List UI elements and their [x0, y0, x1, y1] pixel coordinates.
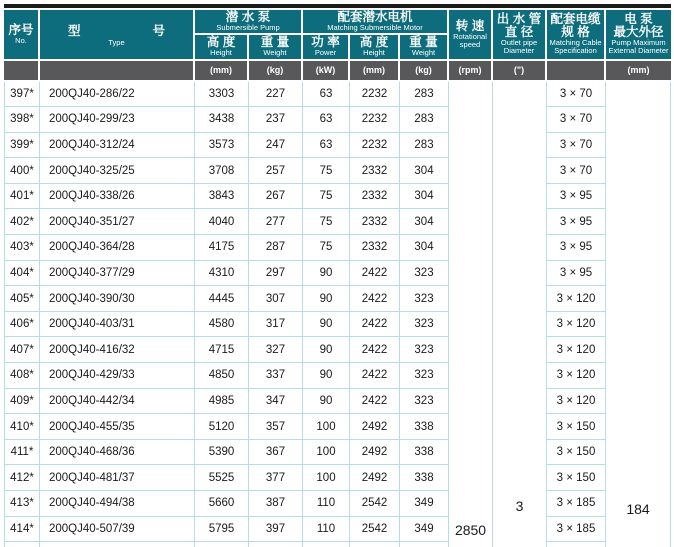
cell-pump-weight: 307	[249, 286, 303, 312]
table-row	[4, 184, 671, 210]
cell-motor-power: 90	[303, 312, 350, 338]
cell-pump-height: 3303	[195, 82, 249, 108]
cell-motor-power: 90	[303, 363, 350, 389]
merged-cell-speed	[449, 82, 493, 547]
cell-type: 200QJ40-455/35	[40, 414, 195, 440]
col-header-no-en: No.	[15, 36, 27, 45]
table-row	[4, 465, 671, 491]
cell-motor-height: 2332	[350, 184, 400, 210]
subcol-header-motor-height: 高 度 Height	[350, 35, 400, 59]
table-row	[4, 440, 671, 466]
cell-no: 413*	[4, 491, 40, 517]
cell-cable-spec: 3 × 95	[547, 235, 606, 261]
cell-pump-weight: 277	[249, 209, 303, 235]
table-row	[4, 337, 671, 363]
cell-pump-weight: 377	[249, 465, 303, 491]
cell-no: 399*	[4, 133, 40, 159]
cell-pump-weight: 247	[249, 133, 303, 159]
cell-motor-height: 2422	[350, 261, 400, 287]
cell-motor-height: 2422	[350, 286, 400, 312]
cell-pump-height: 4715	[195, 337, 249, 363]
cell-no: 400*	[4, 158, 40, 184]
cell-no: 409*	[4, 389, 40, 415]
cell-motor-power: 63	[303, 82, 350, 108]
cell-motor-power: 100	[303, 414, 350, 440]
cell-motor-power: 110	[303, 517, 350, 543]
table-row	[4, 235, 671, 261]
table-row	[4, 414, 671, 440]
cell-pump-weight: 297	[249, 261, 303, 287]
cell-motor-power: 110	[303, 491, 350, 517]
cell-pump-height	[195, 542, 249, 547]
cell-motor-weight: 304	[400, 209, 449, 235]
cell-pump-height: 5525	[195, 465, 249, 491]
cell-cable-spec: 3 × 150	[547, 440, 606, 466]
cell-type: 200QJ40-377/29	[40, 261, 195, 287]
table-row	[4, 363, 671, 389]
col-header-cable-spec: 配套电缆 规 格 Matching Cable Specification	[547, 10, 606, 59]
unit-speed: (rpm)	[449, 59, 493, 82]
cell-type: 200QJ40-286/22	[40, 82, 195, 108]
cell-motor-weight: 304	[400, 184, 449, 210]
cell-pump-height: 4580	[195, 312, 249, 338]
unit-max-od: (mm)	[606, 59, 671, 82]
cell-type: 200QJ40-442/34	[40, 389, 195, 415]
cell-pump-height: 4175	[195, 235, 249, 261]
cell-type: 200QJ40-481/37	[40, 465, 195, 491]
table-row	[4, 209, 671, 235]
cell-pump-height: 3843	[195, 184, 249, 210]
table-row-partial	[4, 542, 671, 547]
cell-motor-height: 2422	[350, 389, 400, 415]
cell-cable-spec: 3 × 95	[547, 184, 606, 210]
table-row	[4, 491, 671, 517]
cell-no: 408*	[4, 363, 40, 389]
unit-outlet: (")	[493, 59, 547, 82]
table-row	[4, 158, 671, 184]
cell-pump-weight: 257	[249, 158, 303, 184]
cell-motor-power: 63	[303, 133, 350, 159]
cell-motor-height: 2422	[350, 337, 400, 363]
cell-motor-height: 2542	[350, 491, 400, 517]
cell-motor-weight: 304	[400, 158, 449, 184]
unit-pump-weight: (kg)	[249, 59, 303, 82]
cell-cable-spec: 3 × 70	[547, 82, 606, 108]
cell-type: 200QJ40-494/38	[40, 491, 195, 517]
cell-motor-power: 63	[303, 107, 350, 133]
cell-motor-weight: 283	[400, 107, 449, 133]
cell-motor-height: 2332	[350, 209, 400, 235]
cell-motor-power: 75	[303, 184, 350, 210]
table-row	[4, 389, 671, 415]
cell-motor-height: 2492	[350, 465, 400, 491]
cell-motor-height: 2232	[350, 107, 400, 133]
cell-pump-weight: 357	[249, 414, 303, 440]
subcol-header-motor-power: 功 率 Power	[303, 35, 350, 59]
cell-pump-weight: 267	[249, 184, 303, 210]
top-divider-bar	[4, 4, 671, 8]
cell-pump-weight: 367	[249, 440, 303, 466]
cell-motor-power: 75	[303, 158, 350, 184]
cell-motor-weight: 338	[400, 440, 449, 466]
cell-motor-weight: 349	[400, 491, 449, 517]
cell-motor-weight: 323	[400, 389, 449, 415]
unit-type	[40, 59, 195, 82]
cell-no: 404*	[4, 261, 40, 287]
cell-pump-weight: 317	[249, 312, 303, 338]
cell-motor-weight: 323	[400, 363, 449, 389]
cell-motor-power: 90	[303, 389, 350, 415]
cell-motor-height: 2542	[350, 517, 400, 543]
cell-pump-weight	[249, 542, 303, 547]
cell-no: 410*	[4, 414, 40, 440]
cell-pump-height: 3708	[195, 158, 249, 184]
cell-cable-spec: 3 × 150	[547, 465, 606, 491]
col-header-type-zh: 型 号	[67, 24, 166, 38]
cell-cable-spec: 3 × 70	[547, 133, 606, 159]
cell-type: 200QJ40-507/39	[40, 517, 195, 543]
cell-cable-spec	[547, 542, 606, 547]
col-header-type	[40, 10, 195, 59]
cell-motor-power: 90	[303, 286, 350, 312]
cell-no: 403*	[4, 235, 40, 261]
cell-pump-height: 3438	[195, 107, 249, 133]
cell-no: 411*	[4, 440, 40, 466]
max-external-diameter-value: 184	[626, 501, 650, 518]
unit-motor-height: (mm)	[350, 59, 400, 82]
cell-type: 200QJ40-403/31	[40, 312, 195, 338]
cell-cable-spec: 3 × 70	[547, 107, 606, 133]
cell-motor-height: 2422	[350, 312, 400, 338]
cell-no: 402*	[4, 209, 40, 235]
cell-type: 200QJ40-390/30	[40, 286, 195, 312]
cell-pump-weight: 337	[249, 363, 303, 389]
col-header-type-en: Type	[108, 38, 125, 47]
table-row	[4, 517, 671, 543]
cell-motor-weight: 323	[400, 312, 449, 338]
cell-motor-height: 2232	[350, 82, 400, 108]
subcol-header-pump-height: 高 度 Height	[195, 35, 249, 59]
cell-motor-height: 2422	[350, 363, 400, 389]
cell-motor-height: 2492	[350, 414, 400, 440]
cell-motor-weight: 349	[400, 517, 449, 543]
cell-pump-height: 4445	[195, 286, 249, 312]
cell-type: 200QJ40-429/33	[40, 363, 195, 389]
cell-type	[40, 542, 195, 547]
unit-pump-height: (mm)	[195, 59, 249, 82]
cell-pump-height: 5390	[195, 440, 249, 466]
cell-motor-weight: 338	[400, 465, 449, 491]
cell-pump-weight: 397	[249, 517, 303, 543]
cell-type: 200QJ40-312/24	[40, 133, 195, 159]
cell-motor-height: 2332	[350, 235, 400, 261]
cell-pump-height: 5795	[195, 517, 249, 543]
table-row	[4, 133, 671, 159]
cell-motor-power: 100	[303, 465, 350, 491]
cell-no: 412*	[4, 465, 40, 491]
table-row	[4, 261, 671, 287]
cell-no: 401*	[4, 184, 40, 210]
table-row	[4, 312, 671, 338]
table-row	[4, 107, 671, 133]
cell-no: 398*	[4, 107, 40, 133]
cell-no: 406*	[4, 312, 40, 338]
table-row	[4, 286, 671, 312]
cell-type: 200QJ40-364/28	[40, 235, 195, 261]
unit-no	[4, 59, 40, 82]
group-header-matching-motor: 配套潜水电机 Matching Submersible Motor	[303, 10, 449, 35]
cell-motor-weight: 304	[400, 235, 449, 261]
cell-cable-spec: 3 × 95	[547, 261, 606, 287]
cell-type: 200QJ40-325/25	[40, 158, 195, 184]
cell-cable-spec: 3 × 120	[547, 286, 606, 312]
cell-type: 200QJ40-338/26	[40, 184, 195, 210]
cell-motor-height: 2332	[350, 158, 400, 184]
cell-cable-spec: 3 × 120	[547, 312, 606, 338]
cell-type: 200QJ40-299/23	[40, 107, 195, 133]
cell-cable-spec: 3 × 185	[547, 491, 606, 517]
cell-cable-spec: 3 × 120	[547, 389, 606, 415]
cell-no: 407*	[4, 337, 40, 363]
cell-pump-weight: 347	[249, 389, 303, 415]
cell-pump-weight: 327	[249, 337, 303, 363]
unit-cable	[547, 59, 606, 82]
cell-cable-spec: 3 × 70	[547, 158, 606, 184]
cell-pump-weight: 227	[249, 82, 303, 108]
unit-motor-weight: (kg)	[400, 59, 449, 82]
cell-pump-height: 4850	[195, 363, 249, 389]
cell-motor-power: 75	[303, 235, 350, 261]
merged-cell-max-diameter	[606, 82, 671, 547]
cell-type: 200QJ40-468/36	[40, 440, 195, 466]
cell-no: 405*	[4, 286, 40, 312]
cell-cable-spec: 3 × 150	[547, 414, 606, 440]
col-header-no-zh: 序号	[8, 23, 34, 37]
subcol-header-pump-weight: 重 量 Weight	[249, 35, 303, 59]
spec-table-body	[4, 82, 671, 547]
cell-pump-weight: 287	[249, 235, 303, 261]
cell-cable-spec: 3 × 120	[547, 363, 606, 389]
cell-pump-height: 3573	[195, 133, 249, 159]
outlet-diameter-value: 3	[515, 498, 524, 515]
unit-motor-power: (kW)	[303, 59, 350, 82]
cell-motor-power: 90	[303, 337, 350, 363]
cell-motor-weight: 338	[400, 414, 449, 440]
cell-pump-weight: 387	[249, 491, 303, 517]
cell-motor-power: 75	[303, 209, 350, 235]
cell-no: 397*	[4, 82, 40, 108]
cell-pump-height: 4985	[195, 389, 249, 415]
cell-motor-height: 2232	[350, 133, 400, 159]
cell-pump-height: 5120	[195, 414, 249, 440]
cell-motor-weight: 323	[400, 337, 449, 363]
cell-motor-weight: 283	[400, 82, 449, 108]
cell-motor-weight	[400, 542, 449, 547]
cell-motor-height	[350, 542, 400, 547]
cell-motor-weight: 283	[400, 133, 449, 159]
cell-pump-height: 4310	[195, 261, 249, 287]
rpm-value: 2850	[454, 522, 487, 539]
cell-pump-height: 5660	[195, 491, 249, 517]
cell-motor-weight: 323	[400, 261, 449, 287]
cell-pump-height: 4040	[195, 209, 249, 235]
cell-no: 414*	[4, 517, 40, 543]
cell-pump-weight: 237	[249, 107, 303, 133]
group-header-submersible-pump: 潜 水 泵 Submersible Pump	[195, 10, 303, 35]
table-row	[4, 82, 671, 108]
cell-cable-spec: 3 × 95	[547, 209, 606, 235]
merged-cell-outlet	[493, 82, 547, 547]
subcol-header-motor-weight: 重 量 Weight	[400, 35, 449, 59]
cell-motor-weight: 323	[400, 286, 449, 312]
cell-no	[4, 542, 40, 547]
cell-motor-power	[303, 542, 350, 547]
pump-spec-table	[4, 10, 671, 547]
cell-motor-power: 90	[303, 261, 350, 287]
cell-cable-spec: 3 × 120	[547, 337, 606, 363]
cell-type: 200QJ40-416/32	[40, 337, 195, 363]
cell-cable-spec: 3 × 185	[547, 517, 606, 543]
cell-motor-height: 2492	[350, 440, 400, 466]
cell-type: 200QJ40-351/27	[40, 209, 195, 235]
col-header-max-diameter: 电 泵 最大外径 Pump Maximum External Diameter	[606, 10, 671, 59]
cell-motor-power: 100	[303, 440, 350, 466]
col-header-speed: 转 速 Rotational speed	[449, 10, 493, 59]
col-header-outlet-diameter: 出 水 管 直 径 Outlet pipe Diameter	[493, 10, 547, 59]
col-header-no	[4, 10, 40, 59]
